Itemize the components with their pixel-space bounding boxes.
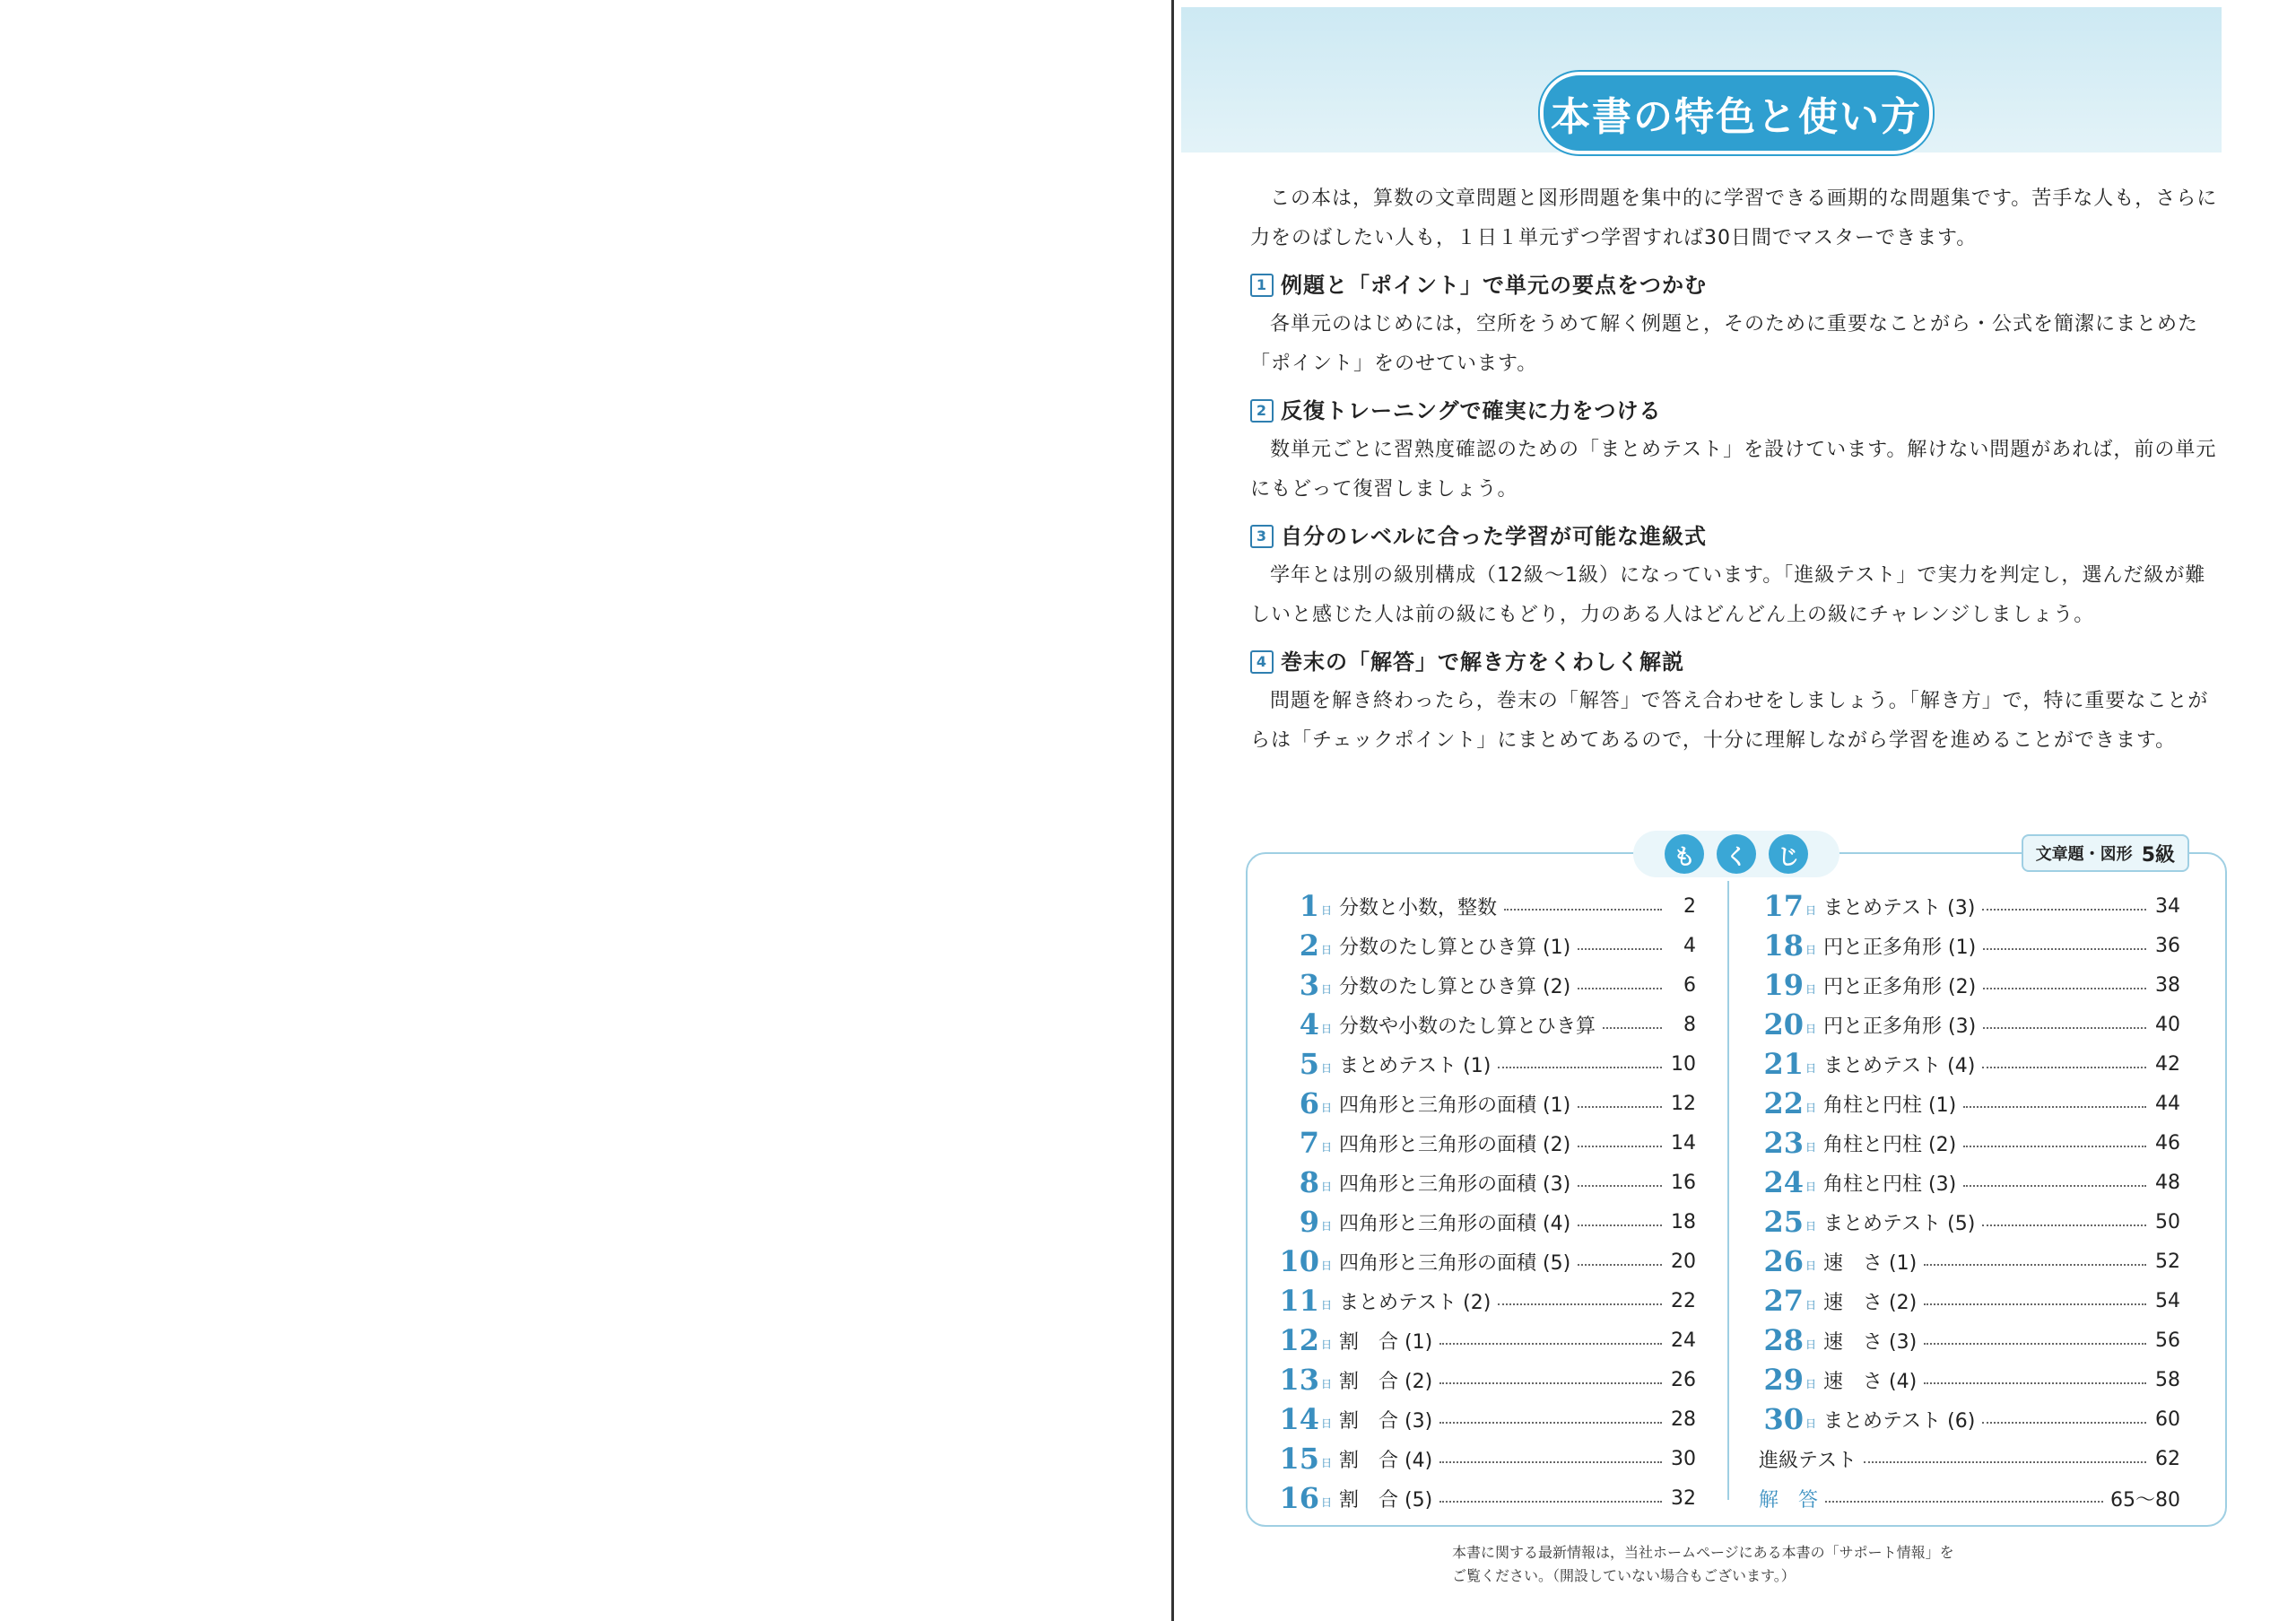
- toc-day-suffix: 日: [1321, 982, 1333, 996]
- toc-row: [1274, 1202, 1696, 1242]
- toc-leader-dots: [1504, 909, 1662, 911]
- feature-heading-text: 巻末の「解答」で解き方をくわしく解説: [1281, 649, 1684, 675]
- toc-row: [1759, 1439, 2180, 1478]
- intro-paragraph: この本は，算数の文章問題と図形問題を集中的に学習できる画期的な問題集です。苦手な人も，さらに力をのばしたい人も，１日１単元ずつ学習すれば30日間でマスターできます。: [1250, 187, 2218, 249]
- toc-day-suffix: 日: [1321, 1022, 1333, 1035]
- toc-page-number: 38: [2155, 973, 2180, 997]
- toc-day-number: 28: [1763, 1323, 1804, 1357]
- toc-title: 分数のたし算とひき算 (2): [1339, 975, 1571, 998]
- toc-day-number: 4: [1299, 1007, 1319, 1041]
- toc-page-number: 44: [2155, 1092, 2180, 1115]
- toc-page-number: 30: [1671, 1447, 1696, 1470]
- toc-leader-dots: [1982, 1224, 2146, 1226]
- toc-row: [1274, 965, 1696, 1005]
- toc-title: 割 合 (2): [1339, 1370, 1433, 1393]
- toc-page-number: 40: [2155, 1013, 2180, 1036]
- toc-left-column: [1274, 886, 1696, 1518]
- toc-tab-char: く: [1717, 834, 1756, 874]
- toc-day-suffix: 日: [1805, 1259, 1817, 1272]
- toc-day-suffix: 日: [1805, 1101, 1817, 1114]
- toc-row: [1759, 1360, 2180, 1399]
- toc-row: [1274, 1439, 1696, 1478]
- grade-badge: [2022, 834, 2189, 872]
- feature-heading: [1250, 266, 2221, 305]
- toc-page-number: 34: [2155, 894, 2180, 918]
- toc-leader-dots: [1864, 1461, 2146, 1463]
- page-title: 本書の特色と使い方: [1540, 72, 1933, 154]
- toc-leader-dots: [1439, 1343, 1662, 1345]
- toc-tab-char: じ: [1769, 834, 1808, 874]
- toc-row: [1274, 926, 1696, 965]
- toc-title: 四角形と三角形の面積 (4): [1339, 1212, 1571, 1235]
- toc-title: 角柱と円柱 (1): [1823, 1094, 1957, 1117]
- header-band: [1181, 7, 2222, 153]
- toc-row: [1759, 886, 2180, 926]
- toc-day-suffix: 日: [1805, 1180, 1817, 1193]
- toc-day-suffix: 日: [1805, 1416, 1817, 1430]
- toc-title: まとめテスト (1): [1339, 1054, 1492, 1077]
- toc-leader-dots: [1982, 1422, 2146, 1424]
- toc-page-number: 36: [2155, 934, 2180, 957]
- toc-day-suffix: 日: [1805, 903, 1817, 917]
- toc-day-number: 30: [1763, 1402, 1804, 1436]
- feature-heading: [1250, 391, 2221, 431]
- number-box-icon: 2: [1250, 399, 1274, 423]
- toc-day-suffix: 日: [1805, 1298, 1817, 1312]
- toc-row: [1759, 1044, 2180, 1084]
- toc-title: まとめテスト (6): [1823, 1409, 1976, 1433]
- toc-page-number: 56: [2155, 1329, 2180, 1352]
- toc-page-number: 50: [2155, 1210, 2180, 1233]
- toc-day-number: 5: [1299, 1047, 1319, 1081]
- toc-day-number: 26: [1763, 1244, 1804, 1278]
- toc-row: [1759, 1478, 2180, 1518]
- toc-leader-dots: [1578, 1106, 1662, 1108]
- toc-page-number: 32: [1671, 1486, 1696, 1510]
- toc-page-number: 62: [2155, 1447, 2180, 1470]
- footer-line: 本書に関する最新情報は，当社ホームページにある本書の「サポート情報」を: [1452, 1544, 1954, 1561]
- toc-title: 割 合 (4): [1339, 1449, 1433, 1472]
- toc-row: [1759, 1281, 2180, 1320]
- toc-day-number: 20: [1763, 1007, 1804, 1041]
- feature-body: 学年とは別の級別構成（12級～1級）になっています。「進級テスト」で実力を判定し，選んだ級が難しいと感じた人は前の級にもどり，力のある人はどんどん上の級にチャレンジしましょう。: [1250, 564, 2206, 626]
- toc-day-number: 9: [1299, 1205, 1319, 1239]
- toc-leader-dots: [1982, 909, 2146, 911]
- toc-row: [1274, 1123, 1696, 1163]
- toc-day-number: 2: [1299, 928, 1319, 963]
- toc-leader-dots: [1578, 1224, 1662, 1226]
- number-box-icon: 1: [1250, 274, 1274, 297]
- toc-page-number: 48: [2155, 1171, 2180, 1194]
- toc-day-suffix: 日: [1321, 1219, 1333, 1233]
- toc-day-number: 16: [1279, 1481, 1319, 1515]
- toc-leader-dots: [1982, 1067, 2146, 1068]
- toc-title: 分数や小数のたし算とひき算: [1339, 1015, 1596, 1038]
- feature-body: 数単元ごとに習熟度確認のための「まとめテスト」を設けています。解けない問題があれば，前の単元にもどって復習しましょう。: [1250, 439, 2217, 501]
- toc-title: 割 合 (1): [1339, 1330, 1433, 1354]
- toc-divider: [1727, 881, 1729, 1500]
- toc-leader-dots: [1498, 1303, 1662, 1305]
- toc-page-number: 58: [2155, 1368, 2180, 1391]
- toc-title: 進級テスト: [1759, 1449, 1857, 1472]
- toc-leader-dots: [1963, 1185, 2146, 1187]
- toc-day-suffix: 日: [1321, 1377, 1333, 1390]
- toc-page-number: 60: [2155, 1407, 2180, 1431]
- toc-day-number: 14: [1279, 1402, 1319, 1436]
- toc-row: [1759, 1202, 2180, 1242]
- toc-page-number: 42: [2155, 1052, 2180, 1076]
- toc-page-number: 20: [1671, 1250, 1696, 1273]
- toc-leader-dots: [1603, 1027, 1662, 1029]
- grade-badge-label: 文章題・図形: [2035, 845, 2133, 864]
- toc-title: 四角形と三角形の面積 (3): [1339, 1172, 1571, 1196]
- toc-page-number: 10: [1671, 1052, 1696, 1076]
- toc-title: 四角形と三角形の面積 (5): [1339, 1251, 1571, 1275]
- toc-day-suffix: 日: [1321, 1456, 1333, 1469]
- toc-day-number: 10: [1279, 1244, 1319, 1278]
- toc-page-number: 54: [2155, 1289, 2180, 1312]
- toc-day-number: 22: [1763, 1086, 1804, 1120]
- toc-leader-dots: [1578, 1146, 1662, 1147]
- toc-row: [1274, 1242, 1696, 1281]
- toc-day-number: 12: [1279, 1323, 1319, 1357]
- toc-right-column: [1759, 886, 2180, 1518]
- toc-day-suffix: 日: [1805, 982, 1817, 996]
- toc-leader-dots: [1578, 988, 1662, 989]
- toc-title: 分数と小数，整数: [1339, 896, 1498, 919]
- toc-page-number: 2: [1683, 894, 1696, 918]
- feature-body: 問題を解き終わったら，巻末の「解答」で答え合わせをしましょう。「解き方」で，特に重要なことがらは「チェックポイント」にまとめてあるので，十分に理解しながら学習を進めることができます。: [1250, 690, 2209, 752]
- toc-page-number: 18: [1671, 1210, 1696, 1233]
- toc-page-number: 65～80: [2110, 1488, 2180, 1512]
- toc-row: [1759, 1163, 2180, 1202]
- toc-leader-dots: [1963, 1106, 2146, 1108]
- toc-day-number: 3: [1299, 968, 1319, 1002]
- toc-day-number: 8: [1299, 1165, 1319, 1199]
- toc-row: [1759, 965, 2180, 1005]
- toc-day-suffix: 日: [1321, 903, 1333, 917]
- toc-page-number: 6: [1683, 973, 1696, 997]
- toc-leader-dots: [1924, 1303, 2146, 1305]
- feature-4: [1250, 642, 2221, 761]
- toc-page-number: 52: [2155, 1250, 2180, 1273]
- toc-row: [1274, 1478, 1696, 1518]
- number-box-icon: 4: [1250, 650, 1274, 674]
- toc-day-number: 23: [1763, 1126, 1804, 1160]
- toc-day-suffix: 日: [1805, 1377, 1817, 1390]
- toc-title: まとめテスト (5): [1823, 1212, 1976, 1235]
- toc-row: [1759, 1084, 2180, 1123]
- feature-heading: [1250, 642, 2221, 682]
- toc-title: 速 さ (1): [1823, 1251, 1918, 1275]
- toc-day-suffix: 日: [1321, 1495, 1333, 1509]
- toc-row: [1759, 1242, 2180, 1281]
- toc-day-number: 18: [1763, 928, 1804, 963]
- toc-page-number: 4: [1683, 934, 1696, 957]
- toc-row: [1274, 1084, 1696, 1123]
- toc-day-number: 19: [1763, 968, 1804, 1002]
- toc-day-number: 24: [1763, 1165, 1804, 1199]
- footer-line: ご覧ください。（開設していない場合もございます。）: [1452, 1567, 1796, 1584]
- toc-page-number: 26: [1671, 1368, 1696, 1391]
- feature-2: [1250, 391, 2221, 510]
- toc-day-suffix: 日: [1321, 1180, 1333, 1193]
- toc-day-suffix: 日: [1321, 1061, 1333, 1075]
- feature-heading-text: 例題と「ポイント」で単元の要点をつかむ: [1281, 273, 1707, 298]
- toc-leader-dots: [1825, 1501, 2103, 1503]
- toc-leader-dots: [1439, 1501, 1662, 1503]
- feature-heading: [1250, 517, 2221, 556]
- toc-title: まとめテスト (2): [1339, 1291, 1492, 1314]
- toc-title: 割 合 (5): [1339, 1488, 1433, 1512]
- toc-title: 割 合 (3): [1339, 1409, 1433, 1433]
- toc-day-number: 13: [1279, 1363, 1319, 1397]
- toc-title: まとめテスト (3): [1823, 896, 1976, 919]
- toc-day-number: 25: [1763, 1205, 1804, 1239]
- toc-page-number: 14: [1671, 1131, 1696, 1155]
- toc-leader-dots: [1498, 1067, 1662, 1068]
- toc-title: まとめテスト (4): [1823, 1054, 1976, 1077]
- toc-row: [1274, 1320, 1696, 1360]
- toc-tab-char: も: [1665, 834, 1704, 874]
- toc-page-number: 28: [1671, 1407, 1696, 1431]
- toc-day-suffix: 日: [1805, 1219, 1817, 1233]
- toc-row: [1759, 1005, 2180, 1044]
- toc-row: [1274, 1399, 1696, 1439]
- toc-day-number: 1: [1299, 889, 1319, 923]
- toc-row: [1274, 886, 1696, 926]
- toc-leader-dots: [1439, 1382, 1662, 1384]
- toc-day-suffix: 日: [1805, 943, 1817, 956]
- toc-day-suffix: 日: [1805, 1061, 1817, 1075]
- toc-row: [1274, 1163, 1696, 1202]
- toc-row: [1274, 1360, 1696, 1399]
- toc-leader-dots: [1439, 1461, 1662, 1463]
- toc-day-number: 21: [1763, 1047, 1804, 1081]
- toc-day-number: 17: [1763, 889, 1804, 923]
- toc-tab: [1633, 831, 1839, 877]
- toc-day-suffix: 日: [1321, 1298, 1333, 1312]
- toc-leader-dots: [1924, 1264, 2146, 1266]
- toc-leader-dots: [1578, 1264, 1662, 1266]
- toc-day-number: 27: [1763, 1284, 1804, 1318]
- toc-day-suffix: 日: [1805, 1338, 1817, 1351]
- toc-leader-dots: [1924, 1382, 2146, 1384]
- toc-title: 円と正多角形 (3): [1823, 1015, 1977, 1038]
- toc-page-number: 8: [1683, 1013, 1696, 1036]
- footer-note: [1452, 1541, 2080, 1588]
- feature-body: 各単元のはじめには，空所をうめて解く例題と，そのために重要なことがら・公式を簡潔にまとめた「ポイント」をのせています。: [1250, 313, 2199, 375]
- toc-day-number: 6: [1299, 1086, 1319, 1120]
- toc-row: [1274, 1281, 1696, 1320]
- toc-day-suffix: 日: [1805, 1022, 1817, 1035]
- toc-title: 解 答: [1759, 1488, 1819, 1512]
- toc-day-suffix: 日: [1805, 1140, 1817, 1154]
- toc-page-number: 24: [1671, 1329, 1696, 1352]
- table-of-contents: [1246, 843, 2227, 1527]
- toc-row: [1759, 1399, 2180, 1439]
- toc-day-suffix: 日: [1321, 1416, 1333, 1430]
- toc-leader-dots: [1983, 948, 2146, 950]
- toc-leader-dots: [1963, 1146, 2146, 1147]
- feature-heading-text: 反復トレーニングで確実に力をつける: [1281, 398, 1662, 423]
- toc-title: 四角形と三角形の面積 (2): [1339, 1133, 1571, 1156]
- feature-1: [1250, 266, 2221, 384]
- toc-title: 四角形と三角形の面積 (1): [1339, 1094, 1571, 1117]
- toc-day-number: 11: [1279, 1284, 1319, 1318]
- toc-title: 速 さ (2): [1823, 1291, 1918, 1314]
- number-box-icon: 3: [1250, 525, 1274, 548]
- toc-page-number: 46: [2155, 1131, 2180, 1155]
- toc-title: 角柱と円柱 (2): [1823, 1133, 1957, 1156]
- toc-row: [1759, 1320, 2180, 1360]
- toc-leader-dots: [1983, 988, 2146, 989]
- toc-title: 速 さ (3): [1823, 1330, 1918, 1354]
- toc-day-suffix: 日: [1321, 1101, 1333, 1114]
- toc-day-suffix: 日: [1321, 1338, 1333, 1351]
- toc-row: [1274, 1005, 1696, 1044]
- toc-day-suffix: 日: [1321, 1259, 1333, 1272]
- toc-title: 円と正多角形 (1): [1823, 936, 1977, 959]
- toc-day-number: 15: [1279, 1442, 1319, 1476]
- feature-3: [1250, 517, 2221, 635]
- toc-title: 速 さ (4): [1823, 1370, 1918, 1393]
- intro-text: [1250, 179, 2221, 258]
- feature-heading-text: 自分のレベルに合った学習が可能な進級式: [1281, 524, 1707, 549]
- toc-leader-dots: [1578, 948, 1662, 950]
- toc-day-number: 7: [1299, 1126, 1319, 1160]
- toc-title: 円と正多角形 (2): [1823, 975, 1977, 998]
- toc-day-suffix: 日: [1321, 943, 1333, 956]
- grade-badge-grade: 5級: [2141, 843, 2175, 867]
- toc-page-number: 16: [1671, 1171, 1696, 1194]
- toc-leader-dots: [1983, 1027, 2146, 1029]
- toc-row: [1759, 1123, 2180, 1163]
- toc-row: [1759, 926, 2180, 965]
- right-page: [1174, 0, 2296, 1621]
- toc-leader-dots: [1439, 1422, 1662, 1424]
- toc-row: [1274, 1044, 1696, 1084]
- toc-page-number: 22: [1671, 1289, 1696, 1312]
- toc-leader-dots: [1924, 1343, 2146, 1345]
- toc-leader-dots: [1578, 1185, 1662, 1187]
- toc-title: 分数のたし算とひき算 (1): [1339, 936, 1571, 959]
- toc-day-number: 29: [1763, 1363, 1804, 1397]
- toc-day-suffix: 日: [1321, 1140, 1333, 1154]
- toc-title: 角柱と円柱 (3): [1823, 1172, 1957, 1196]
- toc-page-number: 12: [1671, 1092, 1696, 1115]
